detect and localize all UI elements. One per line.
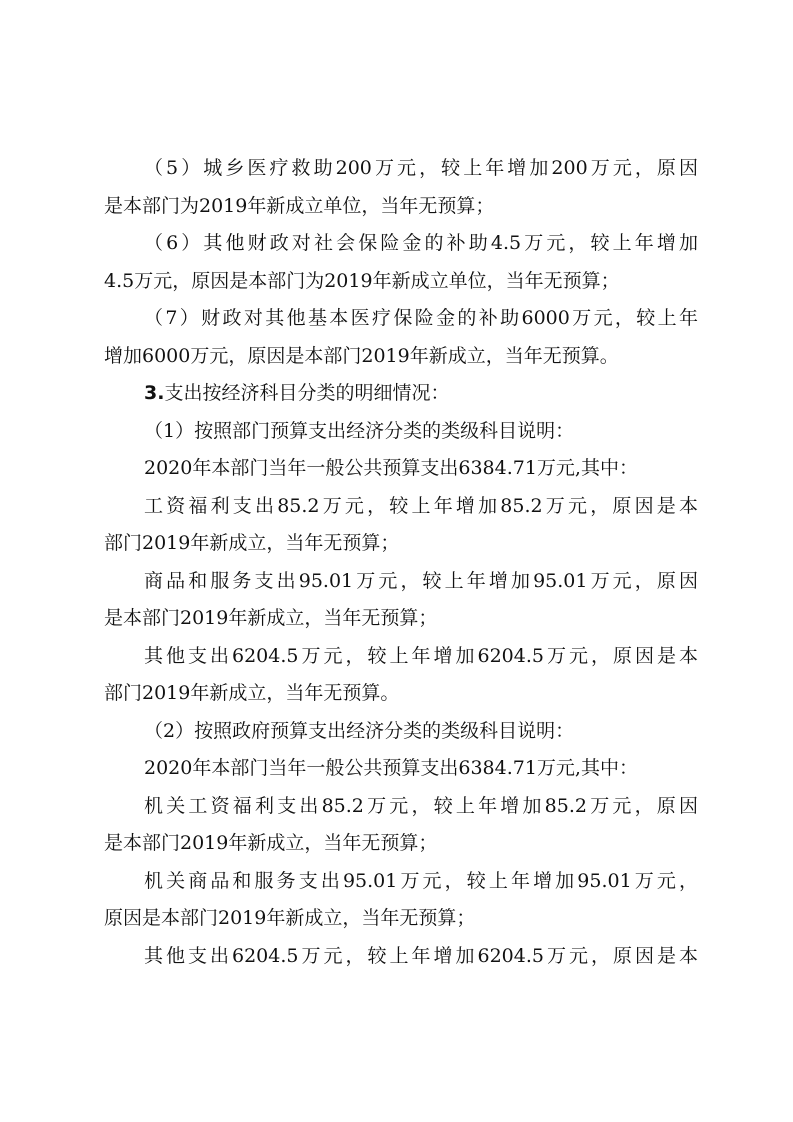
text-line: 是本部门为2019年新成立单位，当年无预算； (104, 194, 495, 217)
text-line: 商品和服务支出95.01万元，较上年增加95.01万元，原因 (144, 569, 698, 592)
paragraph-social-insurance-subsidy (104, 225, 698, 300)
summary-line: 2020年本部门当年一般公共预算支出6384.71万元,其中： (144, 457, 638, 479)
paragraph-wages (104, 488, 698, 563)
summary-line: 2020年本部门当年一般公共预算支出6384.71万元,其中： (144, 757, 638, 779)
paragraph-other-expenses-2 (104, 938, 698, 976)
paragraph-agency-goods-services (104, 863, 698, 938)
text-line: 4.5万元，原因是本部门为2019年新成立单位，当年无预算； (104, 269, 620, 292)
text-line: 机关商品和服务支出95.01万元，较上年增加95.01万元， (144, 869, 698, 892)
text-line: 是本部门2019年新成立，当年无预算； (104, 607, 438, 629)
paragraph-medical-aid (104, 150, 698, 225)
paragraph-goods-services (104, 563, 698, 638)
text-line: 工资福利支出85.2万元，较上年增加85.2万元，原因是本 (144, 494, 698, 517)
text-line: 原因是本部门2019年新成立，当年无预算； (104, 907, 476, 929)
text-line: （5）城乡医疗救助200万元，较上年增加200万元，原因 (144, 157, 698, 179)
text-line: 其他支出6204.5万元，较上年增加6204.5万元，原因是本 (144, 944, 698, 967)
text-line: 部门2019年新成立，当年无预算； (104, 532, 400, 554)
paragraph-agency-wages (104, 788, 698, 863)
section-number: 3. (144, 382, 165, 404)
text-line: 是本部门2019年新成立，当年无预算； (104, 832, 438, 854)
subheading-government-budget: （2）按照政府预算支出经济分类的类级科目说明： (144, 719, 575, 742)
text-line: （7）财政对其他基本医疗保险金的补助6000万元，较上年 (144, 307, 698, 329)
subheading-department-budget: （1）按照部门预算支出经济分类的类级科目说明： (144, 419, 575, 442)
section-title: 支出按经济科目分类的明细情况： (164, 382, 450, 404)
paragraph-other-expenses (104, 638, 698, 713)
text-line: 部门2019年新成立，当年无预算。 (104, 682, 400, 704)
paragraph-medical-insurance-subsidy (104, 300, 698, 375)
section-heading (104, 375, 698, 413)
text-line: 增加6000万元，原因是本部门2019年新成立，当年无预算。 (104, 344, 619, 367)
text-line: （6）其他财政对社会保险金的补助4.5万元，较上年增加 (144, 232, 698, 254)
text-line: 其他支出6204.5万元，较上年增加6204.5万元，原因是本 (144, 644, 698, 667)
text-line: 机关工资福利支出85.2万元，较上年增加85.2万元，原因 (144, 794, 698, 817)
body-text (104, 150, 698, 975)
